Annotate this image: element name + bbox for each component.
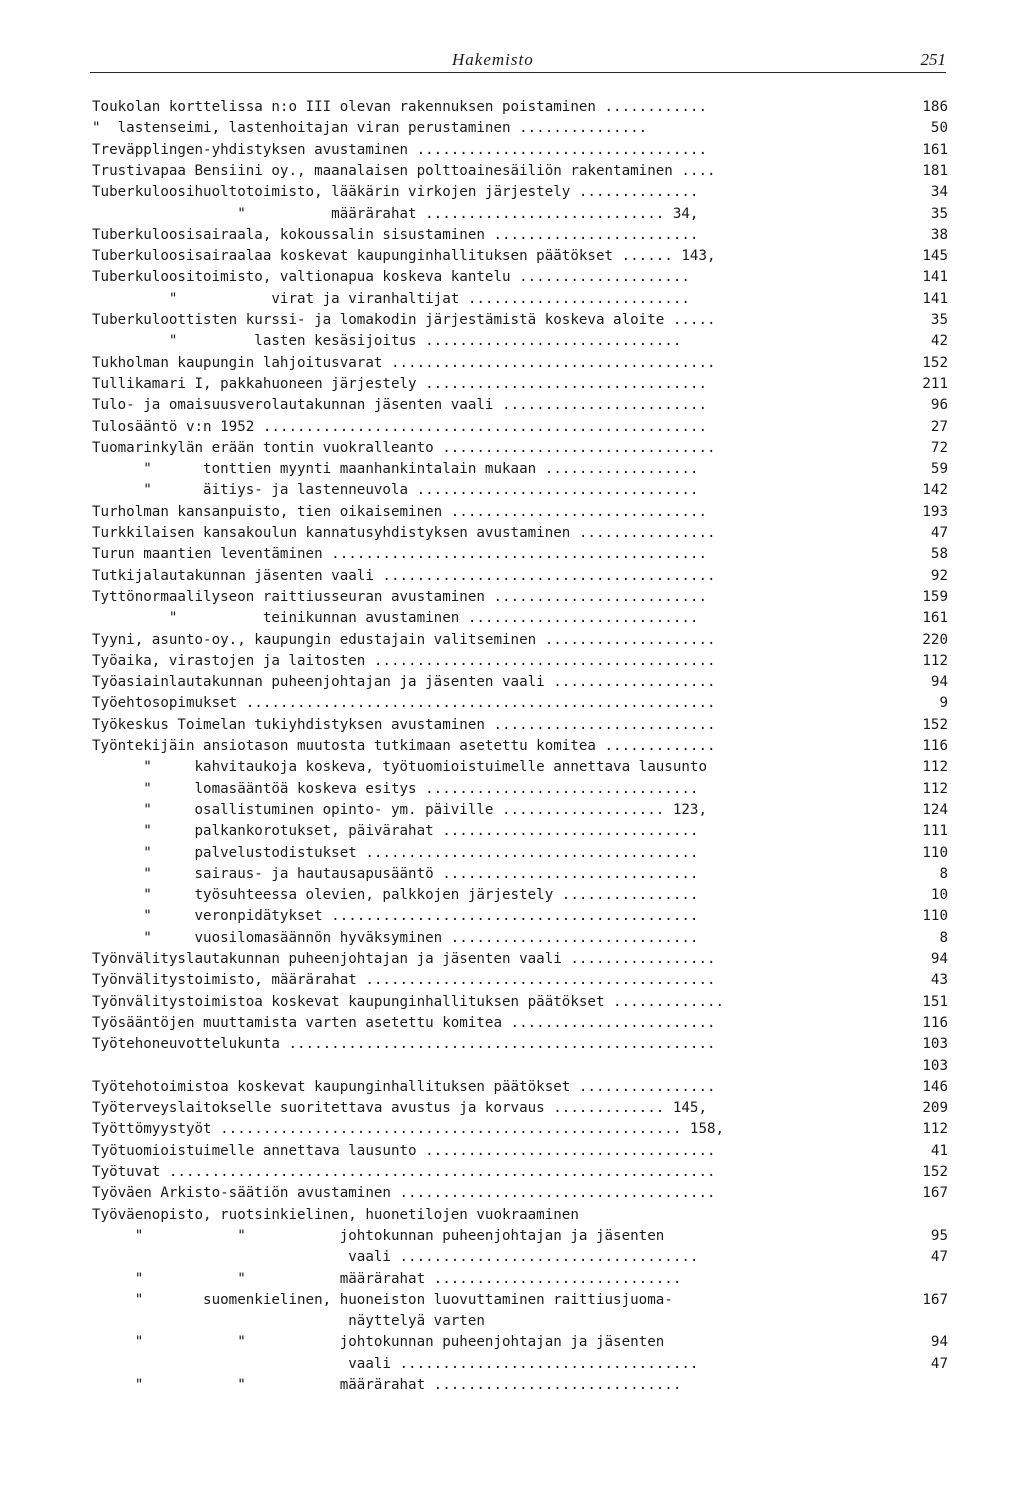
index-entry xyxy=(92,416,948,438)
entry-text: Työttömyystyöt ...................................................... 158, xyxy=(92,1121,725,1138)
index-entry xyxy=(92,245,948,267)
page-header xyxy=(90,50,946,76)
page-number: 251 xyxy=(920,50,946,69)
index-entry xyxy=(92,1374,948,1396)
entry-text: " suomenkielinen, huoneiston luovuttaminen raittiusjuoma- xyxy=(92,1291,673,1308)
entry-text: " palvelustodistukset ....................................... xyxy=(92,844,699,861)
entry-page-numbers: 167 xyxy=(922,1291,948,1308)
index-entry xyxy=(92,330,948,352)
index-entry xyxy=(92,1310,948,1332)
entry-page-numbers: 112 xyxy=(922,1121,948,1138)
entry-page-numbers: 145 xyxy=(922,248,948,265)
index-entry xyxy=(92,586,948,608)
index-entry xyxy=(92,309,948,331)
index-entry xyxy=(92,756,948,778)
entry-page-numbers: 103 xyxy=(922,1057,948,1074)
entry-page-numbers: 220 xyxy=(922,631,948,648)
index-entry xyxy=(92,884,948,906)
entry-text: Työväen Arkisto-säätiön avustaminen ..................................... xyxy=(92,1185,716,1202)
entry-text: Tuberkuloosisairaalaa koskevat kaupunginhallituksen päätökset ...... 143, xyxy=(92,248,716,265)
index-entry xyxy=(92,1246,948,1268)
entry-page-numbers: 141 xyxy=(922,290,948,307)
index-entry xyxy=(92,1225,948,1247)
entry-page-numbers: 47 xyxy=(930,525,948,541)
entry-text: " lasten kesäsijoitus .............................. xyxy=(92,333,682,350)
entry-page-numbers: 10 xyxy=(930,887,948,904)
entry-page-numbers: 112 xyxy=(922,780,948,797)
index-entry xyxy=(92,735,948,757)
index-entry xyxy=(92,479,948,501)
entry-text: " vuosilomasäännön hyväksyminen ............................. xyxy=(92,929,699,946)
entry-page-numbers: 161 xyxy=(922,141,948,158)
index-entry xyxy=(92,501,948,523)
entry-text: Työnvälityslautakunnan puheenjohtajan ja jäsenten vaali ................. xyxy=(92,951,716,967)
index-entry xyxy=(92,1268,948,1290)
entry-page-numbers: 193 xyxy=(922,503,948,520)
index-entry xyxy=(92,905,948,927)
entry-page-numbers: 34 xyxy=(930,184,948,201)
entry-page-numbers: 41 xyxy=(930,1142,948,1159)
index-entry xyxy=(92,1076,948,1098)
index-entry xyxy=(92,203,948,225)
index-entry xyxy=(92,1033,948,1055)
index-entry xyxy=(92,1140,948,1162)
index-entry xyxy=(92,1289,948,1311)
page-title: Hakemisto xyxy=(452,50,534,69)
index-entry xyxy=(92,437,948,459)
entry-text: Tutkijalautakunnan jäsenten vaali ....................................... xyxy=(92,567,716,584)
entry-text: Työtehoneuvottelukunta .................................................. xyxy=(92,1036,716,1053)
entry-text: Trustivapaa Bensiini oy., maanalaisen polttoainesäiliön rakentaminen .... xyxy=(92,162,716,179)
entry-text: " määrärahat ............................ 34, xyxy=(92,205,699,222)
entry-text: " veronpidätykset ........................................... xyxy=(92,908,699,925)
index-entry xyxy=(92,863,948,885)
index-entry xyxy=(92,1331,948,1353)
entry-text: Työväenopisto, ruotsinkielinen, huonetilojen vuokraaminen xyxy=(92,1206,579,1223)
entry-text: Tuberkuloottisten kurssi- ja lomakodin järjestämistä koskeva aloite ..... xyxy=(92,312,716,328)
entry-page-numbers: 103 xyxy=(922,1036,948,1053)
entry-text: Tullikamari I, pakkahuoneen järjestely ................................. xyxy=(92,375,707,392)
entry-page-numbers: 111 xyxy=(922,823,948,840)
entry-page-numbers: 151 xyxy=(922,993,948,1010)
entry-page-numbers: 110 xyxy=(922,844,948,861)
entry-text: Turkkilaisen kansakoulun kannatusyhdistyksen avustaminen ................ xyxy=(92,525,716,541)
index-entry xyxy=(92,373,948,395)
entry-page-numbers: 186 xyxy=(922,99,948,115)
entry-text: " teinikunnan avustaminen ........................... xyxy=(92,610,699,627)
index-entry xyxy=(92,629,948,651)
entry-page-numbers: 9 xyxy=(939,695,948,712)
index-entry xyxy=(92,565,948,587)
entry-page-numbers: 38 xyxy=(930,226,948,243)
entry-text: Tuomarinkylän erään tontin vuokralleanto ................................ xyxy=(92,439,716,456)
entry-text: Työaika, virastojen ja laitosten ........................................ xyxy=(92,652,716,669)
entry-text: " " johtokunnan puheenjohtajan ja jäsenten xyxy=(92,1227,665,1244)
entry-page-numbers: 50 xyxy=(930,120,948,137)
entry-text: Työtuvat ................................................................ xyxy=(92,1164,716,1180)
index-entry xyxy=(92,671,948,693)
entry-text: Työtehotoimistoa koskevat kaupunginhallituksen päätökset ................ xyxy=(92,1078,716,1095)
entry-text: Työntekijäin ansiotason muutosta tutkimaan asetettu komitea ............. xyxy=(92,738,716,754)
entry-page-numbers: 35 xyxy=(930,205,948,222)
entry-text: Tyttönormaalilyseon raittiusseuran avustaminen ......................... xyxy=(92,588,707,605)
entry-text: Turun maantien leventäminen ............................................ xyxy=(92,546,707,563)
entry-page-numbers: 152 xyxy=(922,716,948,733)
entry-page-numbers: 116 xyxy=(922,738,948,754)
entry-page-numbers: 159 xyxy=(922,588,948,605)
entry-text: Työkeskus Toimelan tukiyhdistyksen avustaminen .......................... xyxy=(92,716,716,733)
entry-text: Työtuomioistuimelle annettava lausunto .................................. xyxy=(92,1142,716,1159)
index-entry xyxy=(92,948,948,970)
entry-page-numbers: 110 xyxy=(922,908,948,925)
entry-page-numbers: 58 xyxy=(930,546,948,563)
entry-text: Työehtosopimukset ....................................................... xyxy=(92,695,716,712)
entry-text: vaali ................................... xyxy=(92,1355,699,1372)
entry-page-numbers: 35 xyxy=(930,312,948,328)
entry-page-numbers: 27 xyxy=(930,418,948,435)
entry-text: " " määrärahat ............................. xyxy=(92,1377,682,1393)
entry-page-numbers: 59 xyxy=(930,461,948,478)
index-entry xyxy=(92,266,948,288)
entry-text: " " määrärahat ............................. xyxy=(92,1270,682,1287)
entry-page-numbers: 142 xyxy=(922,482,948,499)
index-entry xyxy=(92,927,948,949)
entry-text: Tuberkuloositoimisto, valtionapua koskeva kantelu .................... xyxy=(92,269,690,286)
index-entry xyxy=(92,458,948,480)
index-entry xyxy=(92,1118,948,1140)
entry-text: Treväpplingen-yhdistyksen avustaminen .................................. xyxy=(92,141,707,158)
index-entry xyxy=(92,1353,948,1375)
entry-page-numbers: 8 xyxy=(939,929,948,946)
entry-page-numbers: 181 xyxy=(922,162,948,179)
index-entry xyxy=(92,991,948,1013)
entry-page-numbers: 141 xyxy=(922,269,948,286)
entry-page-numbers: 161 xyxy=(922,610,948,627)
index-entry xyxy=(92,96,948,118)
entry-text: Tuberkuloosisairaala, kokoussalin sisustaminen ........................ xyxy=(92,226,699,243)
entry-text: " osallistuminen opinto- ym. päiville ................... 123, xyxy=(92,801,707,818)
entry-text: " virat ja viranhaltijat .......................... xyxy=(92,290,690,307)
entry-text: " äitiys- ja lastenneuvola ................................. xyxy=(92,482,699,499)
index-entry xyxy=(92,394,948,416)
entry-page-numbers: 96 xyxy=(930,397,948,414)
entry-page-numbers: 167 xyxy=(922,1185,948,1202)
header-rule xyxy=(90,72,946,73)
entry-page-numbers: 116 xyxy=(922,1014,948,1031)
index-entry xyxy=(92,969,948,991)
entry-text: " lastenseimi, lastenhoitajan viran perustaminen ............... xyxy=(92,120,648,137)
index-entry xyxy=(92,607,948,629)
entry-text: " tonttien myynti maanhankintalain mukaan .................. xyxy=(92,461,699,478)
index-entry xyxy=(92,352,948,374)
entry-page-numbers: 72 xyxy=(930,439,948,456)
index-entry xyxy=(92,1097,948,1119)
entry-page-numbers: 94 xyxy=(930,674,948,691)
entry-text: " kahvitaukoja koskeva, työtuomioistuimelle annettava lausunto xyxy=(92,759,707,776)
entry-page-numbers: 152 xyxy=(922,354,948,371)
entry-page-numbers: 95 xyxy=(930,1227,948,1244)
entry-page-numbers: 94 xyxy=(930,1334,948,1351)
entry-page-numbers: 209 xyxy=(922,1100,948,1117)
entry-text: Työnvälitystoimisto, määrärahat ......................................... xyxy=(92,972,716,989)
index-entry xyxy=(92,778,948,800)
index-entry xyxy=(92,160,948,182)
entry-page-numbers: 43 xyxy=(930,972,948,989)
entry-page-numbers: 42 xyxy=(930,333,948,350)
entry-page-numbers: 211 xyxy=(922,375,948,392)
index-entry xyxy=(92,842,948,864)
entry-text: Tulo- ja omaisuusverolautakunnan jäsenten vaali ........................ xyxy=(92,397,707,414)
index-entry xyxy=(92,181,948,203)
index-entry xyxy=(92,288,948,310)
entry-text: " lomasääntöä koskeva esitys ................................ xyxy=(92,780,699,797)
index-entry xyxy=(92,522,948,544)
index-entry xyxy=(92,820,948,842)
entry-text: Työsääntöjen muuttamista varten asetettu komitea ........................ xyxy=(92,1014,716,1031)
entry-page-numbers: 94 xyxy=(930,951,948,967)
entry-page-numbers: 152 xyxy=(922,1164,948,1180)
entry-text: Toukolan korttelissa n:o III olevan rakennuksen poistaminen ............ xyxy=(92,99,707,115)
index-entry xyxy=(92,1161,948,1183)
entry-text: Työterveyslaitokselle suoritettava avustus ja korvaus ............. 145, xyxy=(92,1100,707,1117)
entry-text: Tyyni, asunto-oy., kaupungin edustajain valitseminen .................... xyxy=(92,631,716,648)
entry-text: Tukholman kaupungin lahjoitusvarat ...................................... xyxy=(92,354,716,371)
entry-text: " sairaus- ja hautausapusääntö .............................. xyxy=(92,865,699,882)
entry-page-numbers: 146 xyxy=(922,1078,948,1095)
index-entry xyxy=(92,117,948,139)
entry-text: näyttelyä varten xyxy=(92,1313,485,1330)
entry-text: Työasiainlautakunnan puheenjohtajan ja jäsenten vaali ................... xyxy=(92,674,716,691)
entry-page-numbers: 8 xyxy=(939,865,948,882)
entry-text: " palkankorotukset, päivärahat .............................. xyxy=(92,823,699,840)
entry-text: Turholman kansanpuisto, tien oikaiseminen .............................. xyxy=(92,503,707,520)
entry-text: Tuberkuloosihuoltotoimisto, lääkärin virkojen järjestely .............. xyxy=(92,184,699,201)
entry-text: Työnvälitystoimistoa koskevat kaupunginhallituksen päätökset ............. xyxy=(92,993,725,1010)
entry-text: " " johtokunnan puheenjohtajan ja jäsenten xyxy=(92,1334,665,1351)
entry-page-numbers: 124 xyxy=(922,801,948,818)
entry-text: Tulosääntö v:n 1952 .................................................... xyxy=(92,418,707,435)
entry-page-numbers: 112 xyxy=(922,759,948,776)
entry-page-numbers: 47 xyxy=(930,1249,948,1266)
index-entry xyxy=(92,1182,948,1204)
entry-page-numbers: 112 xyxy=(922,652,948,669)
entry-page-numbers: 92 xyxy=(930,567,948,584)
index-entry xyxy=(92,1012,948,1034)
index-entry xyxy=(92,1204,948,1226)
index-entry xyxy=(92,543,948,565)
index-entry xyxy=(92,224,948,246)
entry-page-numbers: 47 xyxy=(930,1355,948,1372)
index-entry xyxy=(92,714,948,736)
entry-text: " työsuhteessa olevien, palkkojen järjestely ................ xyxy=(92,887,699,904)
index-entry xyxy=(92,650,948,672)
index-entry xyxy=(92,139,948,161)
entry-text: vaali ................................... xyxy=(92,1249,699,1266)
index-entry xyxy=(92,1055,948,1077)
index-entry xyxy=(92,799,948,821)
index-entry xyxy=(92,692,948,714)
